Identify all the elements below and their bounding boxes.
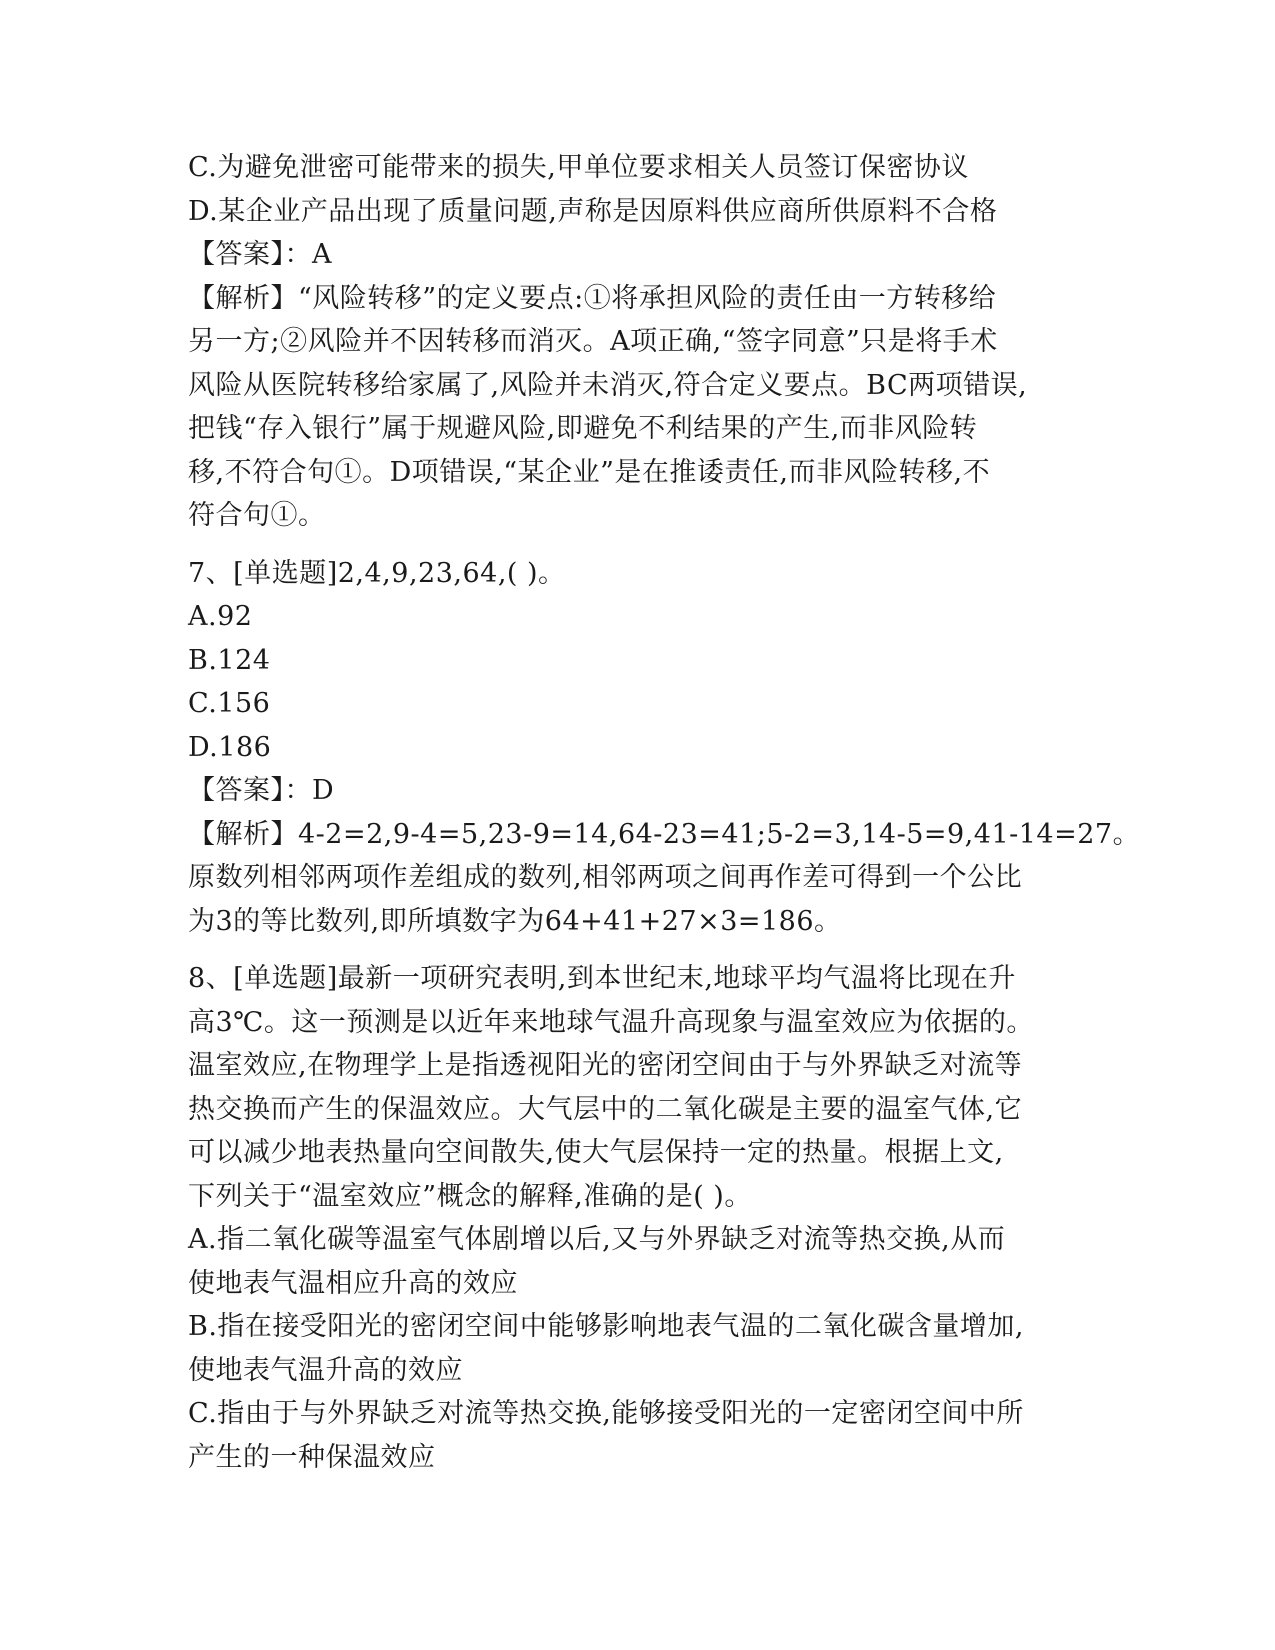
q8-option-a-line: 使地表气温相应升高的效应 bbox=[188, 1267, 518, 1299]
q6-analysis-line: 移,不符合句①。D项错误,“某企业”是在推诿责任,而非风险转移,不 bbox=[188, 456, 991, 488]
q6-analysis bbox=[188, 277, 1088, 538]
q8-option-b-line: B.指在接受阳光的密闭空间中能够影响地表气温的二氧化碳含量增加, bbox=[188, 1311, 1025, 1342]
q8-option-c bbox=[188, 1392, 1088, 1479]
q8-option-c-line: C.指由于与外界缺乏对流等热交换,能够接受阳光的一定密闭空间中所 bbox=[188, 1398, 1024, 1429]
q8-stem-line: 高3℃。这一预测是以近年来地球气温升高现象与温室效应为依据的。 bbox=[188, 1006, 1034, 1038]
q7-answer: 【答案】：D bbox=[188, 775, 335, 806]
q8-stem-line: 热交换而产生的保温效应。大气层中的二氧化碳是主要的温室气体,它 bbox=[188, 1093, 1023, 1125]
q8-option-b-line: 使地表气温升高的效应 bbox=[188, 1354, 463, 1386]
q7-stem: 7、[单选题]2,4,9,23,64,( )。 bbox=[188, 557, 566, 589]
q7-option-b: B.124 bbox=[188, 644, 271, 676]
question-7 bbox=[188, 552, 1141, 944]
q6-analysis-line: 把钱“存入银行”属于规避风险,即避免不利结果的产生,而非风险转 bbox=[188, 413, 978, 444]
q7-option-a: A.92 bbox=[188, 601, 253, 632]
q8-option-a bbox=[188, 1218, 1088, 1305]
q8-stem-line: 8、[单选题]最新一项研究表明,到本世纪末,地球平均气温将比现在升 bbox=[188, 963, 1016, 994]
q7-analysis-line: 为3的等比数列,即所填数字为64+41+27×3=186。 bbox=[188, 905, 842, 937]
q6-analysis-line: 【解析】“风险转移”的定义要点:①将承担风险的责任由一方转移给 bbox=[188, 282, 997, 314]
q7-analysis-line: 原数列相邻两项作差组成的数列,相邻两项之间再作差可得到一个公比 bbox=[188, 862, 1023, 893]
q7-option-d: D.186 bbox=[188, 731, 272, 763]
q6-analysis-line: 风险从医院转移给家属了,风险并未消灭,符合定义要点。BC两项错误, bbox=[188, 369, 1028, 401]
q7-analysis bbox=[188, 813, 1141, 944]
q6-option-c: C.为避免泄密可能带来的损失,甲单位要求相关人员签订保密协议 bbox=[188, 152, 969, 183]
q6-answer: 【答案】：A bbox=[188, 239, 332, 270]
q8-stem-line: 下列关于“温室效应”概念的解释,准确的是( )。 bbox=[188, 1180, 752, 1212]
question-6-tail bbox=[188, 146, 1088, 538]
document-page bbox=[188, 146, 1141, 1479]
q8-option-c-line: 产生的一种保温效应 bbox=[188, 1441, 436, 1473]
q6-option-d: D.某企业产品出现了质量问题,声称是因原料供应商所供原料不合格 bbox=[188, 195, 998, 227]
spacer bbox=[188, 538, 1088, 552]
q6-analysis-line: 符合句①。 bbox=[188, 500, 326, 531]
q8-stem-line: 可以减少地表热量向空间散失,使大气层保持一定的热量。根据上文, bbox=[188, 1137, 1004, 1168]
q8-stem bbox=[188, 957, 1088, 1218]
question-8 bbox=[188, 957, 1088, 1479]
q7-analysis-line: 【解析】4-2=2,9-4=5,23-9=14,64-23=41;5-2=3,14-5=9,41-14=27。 bbox=[188, 818, 1141, 850]
q8-option-b bbox=[188, 1305, 1088, 1392]
spacer bbox=[188, 943, 1088, 957]
q6-analysis-line: 另一方;②风险并不因转移而消灭。A项正确,“签字同意”只是将手术 bbox=[188, 326, 998, 357]
q8-stem-line: 温室效应,在物理学上是指透视阳光的密闭空间由于与外界缺乏对流等 bbox=[188, 1050, 1023, 1081]
q7-option-c: C.156 bbox=[188, 688, 271, 719]
q8-option-a-line: A.指二氧化碳等温室气体剧增以后,又与外界缺乏对流等热交换,从而 bbox=[188, 1224, 1006, 1255]
